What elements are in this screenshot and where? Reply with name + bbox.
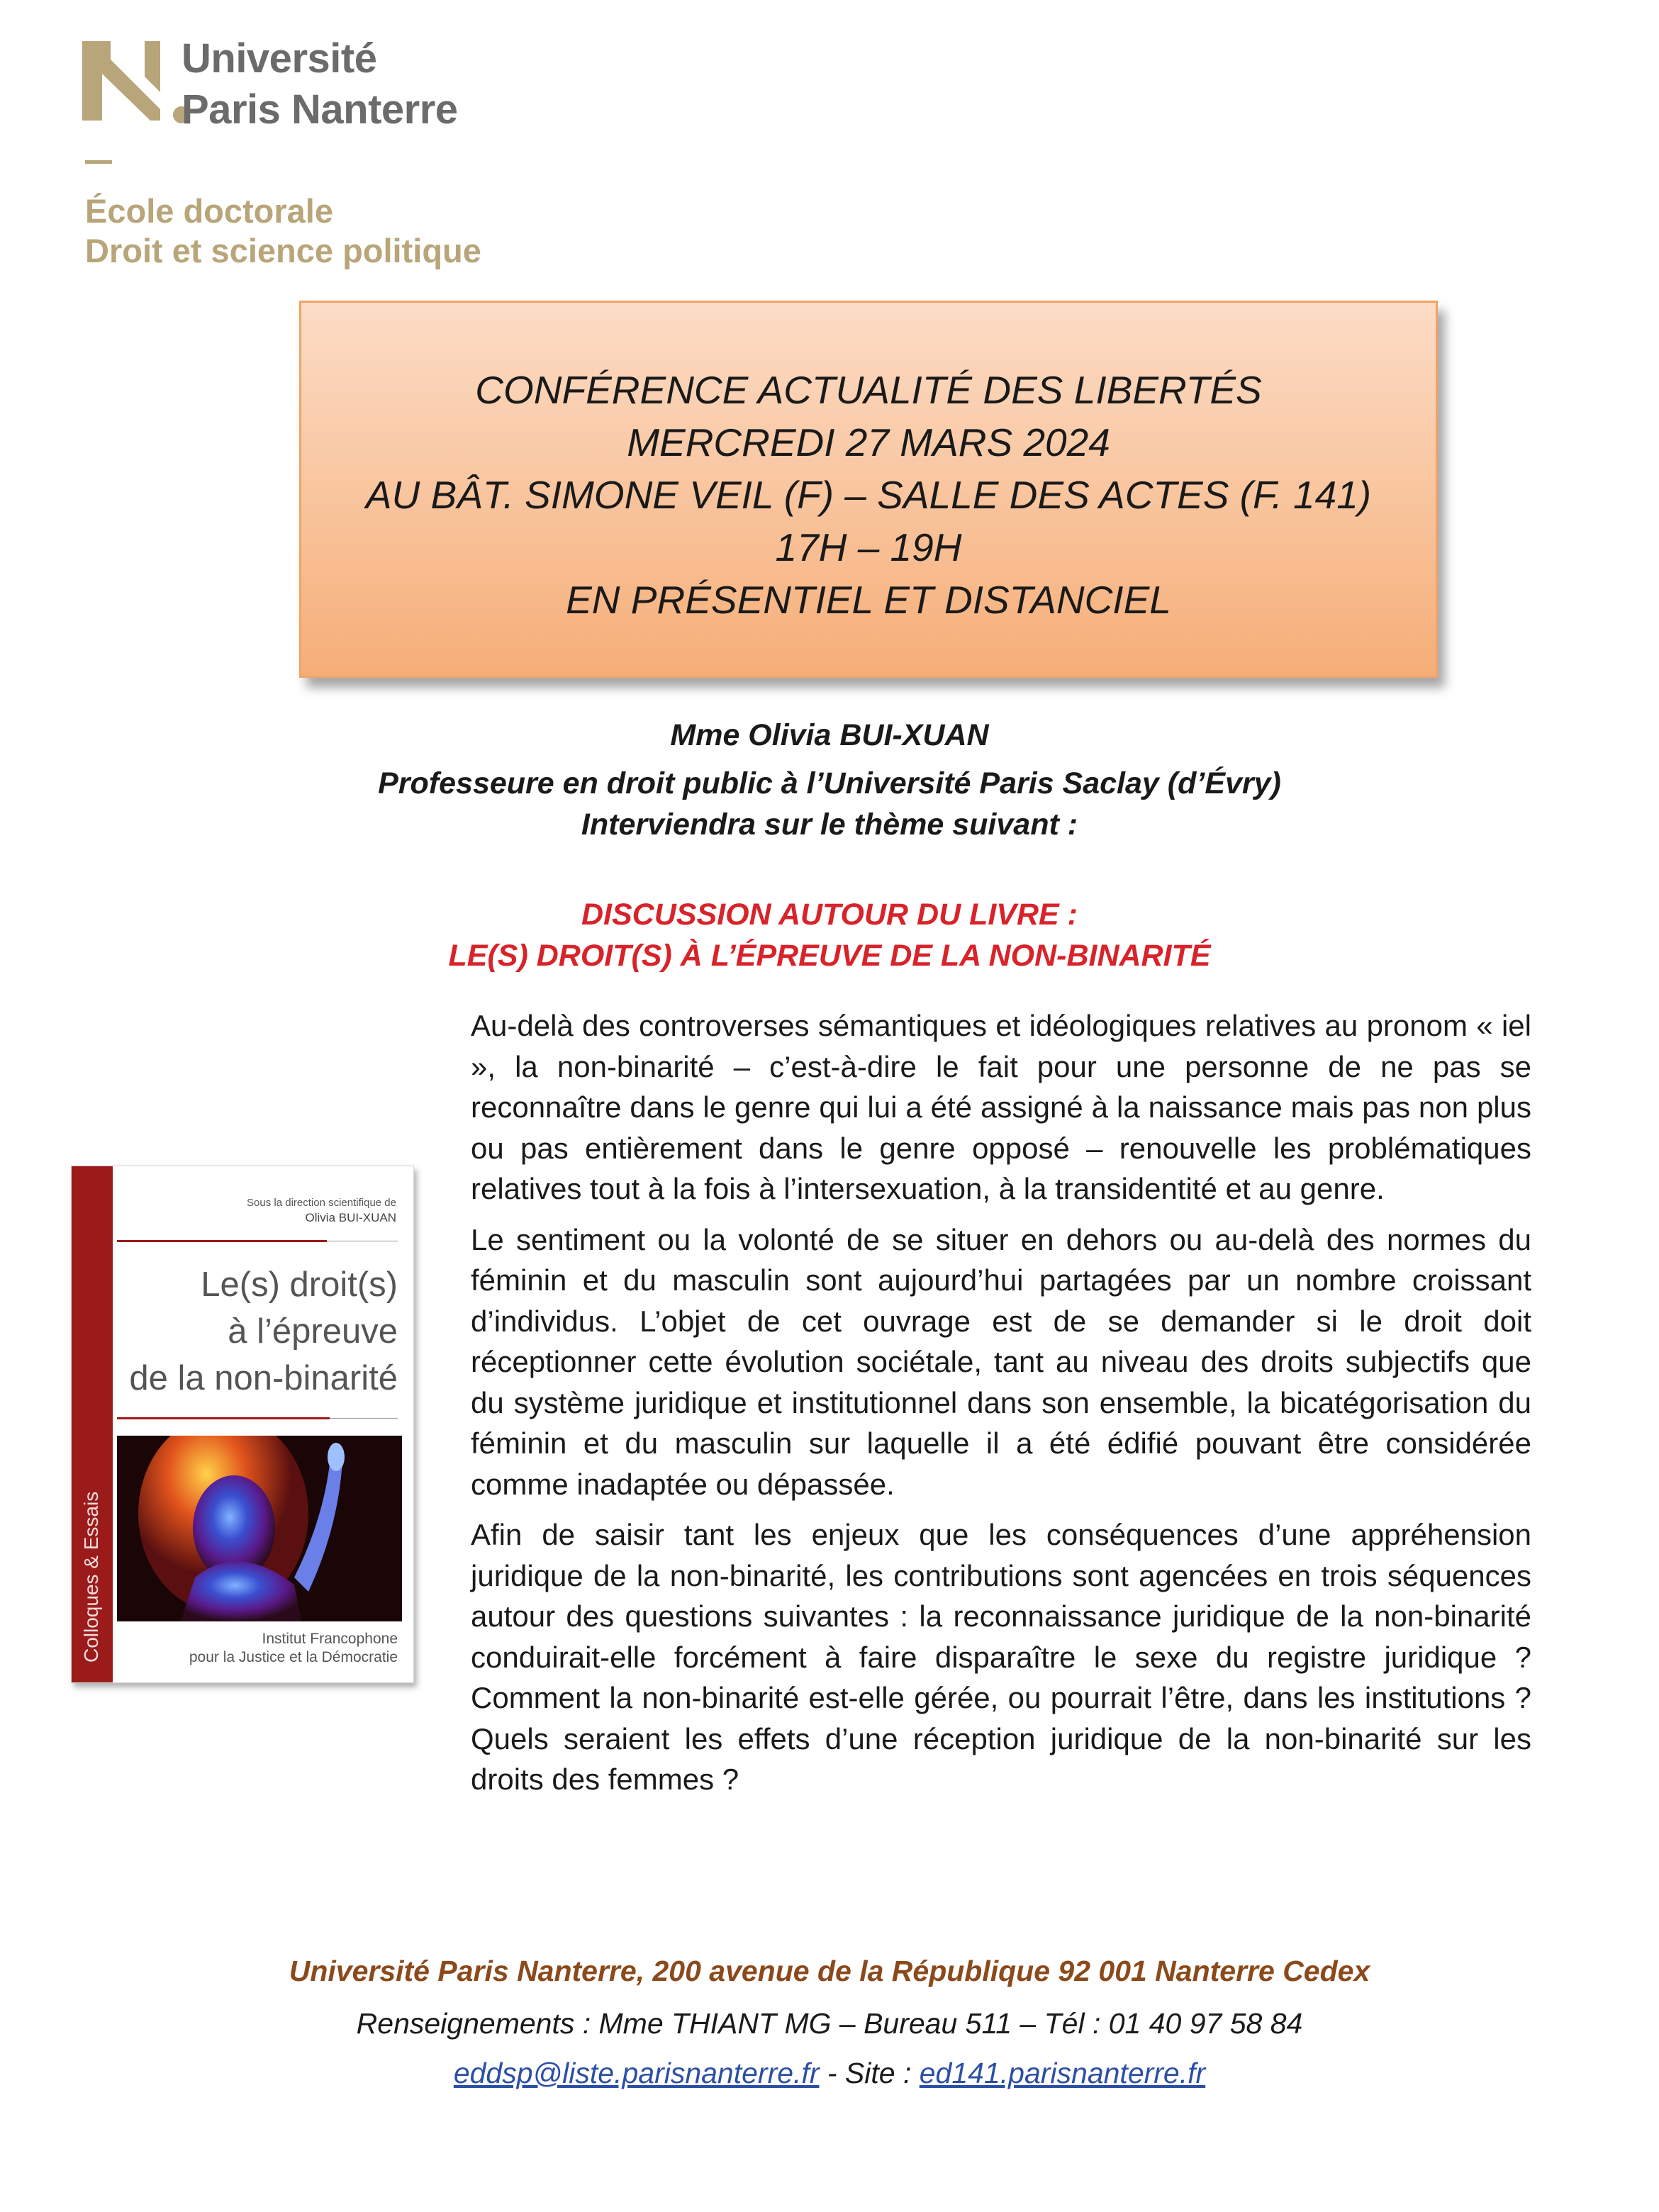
banner-location: AU BÂT. SIMONE VEIL (F) – SALLE DES ACTES (F. 141) — [365, 473, 1372, 517]
book-title-line2: à l’épreuve — [228, 1312, 398, 1351]
footer-address: Université Paris Nanterre, 200 avenue de la République 92 001 Nanterre Cedex — [289, 1955, 1370, 1987]
doctoral-school-line1: École doctorale — [85, 192, 333, 230]
speaker-intro: Interviendra sur le thème suivant : — [581, 808, 1078, 842]
site-link[interactable]: ed141.parisnanterre.fr — [919, 2057, 1206, 2089]
footer-contact — [0, 2055, 1659, 2091]
email-link[interactable]: eddsp@liste.parisnanterre.fr — [453, 2057, 820, 2089]
doctoral-school-line2: Droit et science politique — [85, 232, 481, 269]
site-separator: - Site : — [819, 2057, 920, 2089]
event-banner — [299, 301, 1438, 678]
university-logo-icon — [82, 41, 189, 126]
university-name-line1: Université — [181, 35, 377, 82]
header-divider — [85, 160, 112, 164]
banner-format: EN PRÉSENTIEL ET DISTANCIEL — [566, 578, 1171, 622]
book-cover-artwork — [117, 1436, 402, 1621]
description-paragraph: Le sentiment ou la volonté de se situer en dehors ou au-delà des normes du féminin et du masculin sont aujourd’hui partagées par un nombre croissant d’individus. L’objet de cet ouvrage est de se demander si le droit doit réceptionner cette évolution sociétale, tant au niveau des droits subjectifs que du système juridique et institutionnel dans son ensemble, la bicatégorisation du féminin et du masculin sur laquelle il a été édifié pouvant être considérée comme inadaptée ou dépassée. — [471, 1222, 1531, 1501]
book-series: Colloques & Essais — [80, 1491, 102, 1663]
description-paragraph: Afin de saisir tant les enjeux que les conséquences d’une appréhension juridique de la non-binarité, les contributions sont agencées en trois séquences autour des questions suivantes : la reconnaissance juridique de la non-binarité conduirait-elle forcément à faire disparaître le sexe du registre juridique ? Comment la non-binarité est-elle gérée, ou pourrait l’être, dans les institutions ? Quels seraient les effets d’une réception juridique de la non-binarité sur les droits des femmes ? — [471, 1518, 1531, 1796]
book-rule — [330, 1418, 398, 1419]
description-paragraph: Au-delà des controverses sémantiques et idéologiques relatives au pronom « iel », la non-binarité – c’est-à-dire le fait pour une personne de ne pas se reconnaître dans le genre qui lui a été assigné à la naissance mais pas non plus ou pas entièrement dans le genre opposé – renouvelle les problématiques relatives tout à la fois à l’intersexuation, à la transidentité et au genre. — [471, 1009, 1531, 1205]
banner-time: 17H – 19H — [775, 525, 962, 569]
book-title-line3: de la non-binarité — [129, 1359, 398, 1397]
book-title-line1: Le(s) droit(s) — [201, 1266, 398, 1304]
banner-date: MERCREDI 27 MARS 2024 — [627, 420, 1110, 464]
speaker-name: Mme Olivia BUI-XUAN — [670, 718, 989, 752]
description-text — [471, 1005, 1531, 1810]
book-direction: Sous la direction scientifique de — [247, 1197, 396, 1209]
footer-info: Renseignements : Mme THIANT MG – Bureau 511 – Tél : 01 40 97 58 84 — [356, 2007, 1303, 2040]
book-cover — [71, 1166, 414, 1683]
book-rule — [117, 1240, 327, 1242]
speaker-role: Professeure en droit public à l’Université Paris Saclay (d’Évry) — [378, 766, 1281, 800]
talk-title-line2: LE(S) DROIT(S) À L’ÉPREUVE DE LA NON-BINARITÉ — [448, 939, 1211, 973]
book-rule — [117, 1417, 330, 1419]
banner-title: CONFÉRENCE ACTUALITÉ DES LIBERTÉS — [475, 368, 1262, 412]
book-publisher-line2: pour la Justice et la Démocratie — [189, 1649, 398, 1665]
book-publisher-line1: Institut Francophone — [262, 1631, 398, 1647]
book-editor: Olivia BUI-XUAN — [305, 1211, 396, 1224]
university-name-line2: Paris Nanterre — [181, 86, 458, 133]
talk-title-line1: DISCUSSION AUTOUR DU LIVRE : — [581, 898, 1078, 932]
